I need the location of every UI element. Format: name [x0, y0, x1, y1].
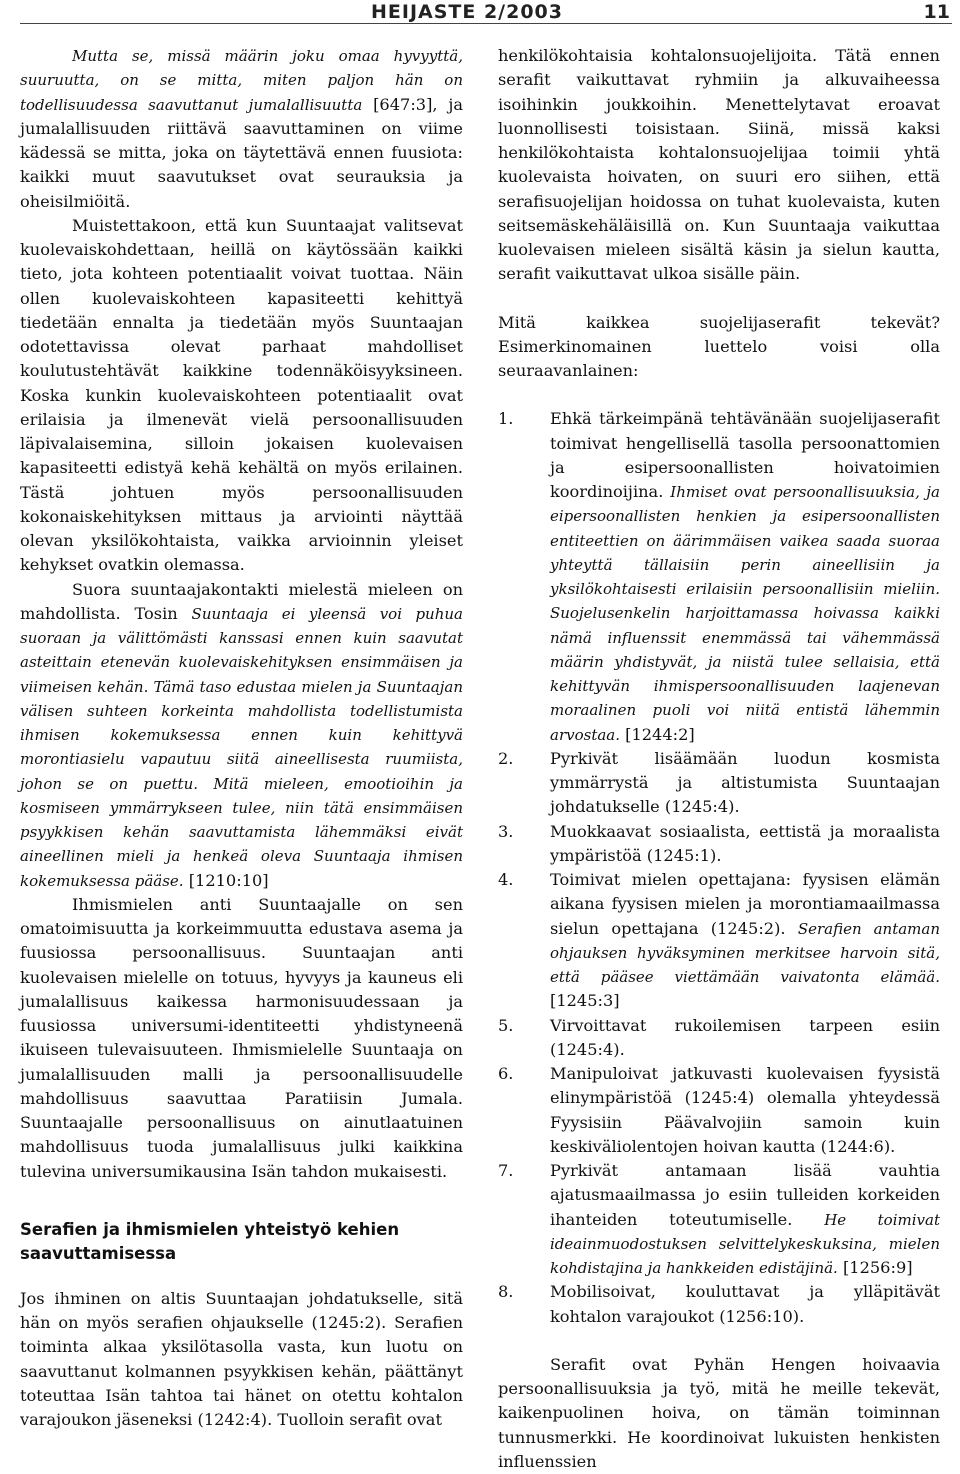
- list-number: 8.: [498, 1282, 514, 1302]
- list-number: 2.: [498, 748, 514, 768]
- citation: [1244:2]: [620, 724, 695, 744]
- list-number: 5.: [498, 1015, 514, 1035]
- list-item: [498, 1014, 940, 1063]
- citation: [1256:9]: [837, 1258, 913, 1277]
- quote-italic: Ihmiset ovat persoonallisuuksia, ja eipersoonallisten henkien ja esipersoonallisten entiteettien on äärimmäisen vaikea saada suoraa yhteyttä tällaisiin perin aineellisiin ja yksilökohtaisesti erilaisiin persoonallisiin mieliin. Suojelusenkelin harjoittamassa hoivassa kaikki nämä influenssit enemmässä tai vähemmässä määrin yhdistyvät, ja niistä tulee sellaisia, että kehittyvän ihmispersoonallisuuden laajenevan moraalinen puoli voi niitä entistä lähemmin arvostaa.: [550, 483, 940, 744]
- list-item: [498, 747, 940, 820]
- list-text: Ehkä tärkeimpänä tehtävänään suojelijaserafit toimivat hengellisellä tasolla persoonattomien ja esipersoonallisten hoivatoimien koordinoijina.: [550, 409, 940, 501]
- page-number: 11: [923, 1, 950, 23]
- numbered-list: [498, 407, 940, 1329]
- list-number: 7.: [498, 1161, 514, 1180]
- list-text: Mobilisoivat, kouluttavat ja ylläpitävät kohtalon varajoukot (1256:10).: [550, 1282, 940, 1326]
- section-heading: Serafien ja ihmismielen yhteistyö kehien saavuttamisessa: [20, 1219, 400, 1263]
- paragraph-continued: henkilökohtaisia kohtalonsuojelijoita. Tätä ennen serafit vaikuttavat ryhmiin ja alkuvaiheessa isoihinkin joukkoihin. Menettelytavat eroavat luonnollisesti toisistaan. Siinä, missä kaksi henkilökohtaista kohtalonsuojelijaa toimii yhtä kuolevaista hoivaten, on suuri ero siihen, että serafisuojelijan hoidossa on tuhat kuolevaista, kuten seitsemäskehäläisillä on. Kun Suuntaaja vaikuttaa kuolevaisen mieleen sisältä käsin ja sielun kautta, serafit vaikuttavat ulkoa sisälle päin.: [498, 46, 940, 284]
- list-number: 1.: [498, 409, 514, 429]
- quote-italic: Suuntaaja ei yleensä voi puhua suoraan ja välittömästi kanssasi ennen kuin saavutat asteittain etenevän kuolevaiskehityksen ensimmäisen ja viimeisen kehän. Tämä taso edustaa mielen ja Suuntaajan välisen suhteen korkeinta mahdollista todellistumista ihmisen kokemuksessa ennen kuin kehittyvä morontiasielu vapautuu siitä aineellisesta ruumiista, johon se on puettu. Mitä mieleen, emootioihin ja kosmiseen ymmärrykseen tulee, niin tätä ensimmäisen psyykkisen kehän saavuttamista lähemmäksi eivät aineellinen mieli ja henkeä oleva Suuntaaja ihmisen kokemuksessa pääse.: [20, 604, 463, 890]
- left-column: [20, 44, 463, 1432]
- right-column: [498, 44, 940, 1474]
- list-item: [498, 1159, 940, 1280]
- header-rule: [20, 23, 952, 24]
- paragraph-4: Ihmismielen anti Suuntaajalle on sen omatoimisuutta ja korkeimmuutta edustava asema ja fuusiossa persoonallisuus. Suuntaajan anti kuolevaisen mielelle on totuus, hyvyys ja kauneus eli jumalallisuus kaikessa harmonisuudessaan ja fuusiossa universumi-identiteetti yhdistyneenä ikuiseen tulevaisuuteen. Ihmismielelle Suuntaaja on jumalallisuuden malli ja persoonallisuudelle mahdollisuus saavuttaa Paratiisin Jumala. Suuntaajalle persoonallisuus on ainutlaatuinen mahdollisuus tuoda jumalallisuus julki kaikkina tulevina universumikausina Isän tahdon mukaisesti.: [20, 894, 463, 1181]
- list-text: Muokkaavat sosiaalista, eettistä ja moraalista ympäristöä (1245:1).: [550, 821, 940, 865]
- page-header: [0, 0, 960, 26]
- list-text: Virvoittavat rukoilemisen tarpeen esiin (1245:4).: [550, 1015, 940, 1059]
- paragraph-question: Mitä kaikkea suojelijaserafit tekevät? Esimerkinomainen luettelo voisi olla seuraavanlainen:: [498, 312, 940, 380]
- list-item: [498, 407, 940, 747]
- quote-italic: Serafien antaman ohjauksen hyväksyminen merkitsee harvoin sitä, että pääsee viettämään vaivatonta elämää.: [550, 919, 940, 986]
- paragraph-2: Muistettakoon, että kun Suuntaajat valitsevat kuolevaiskohdettaan, heillä on käytössään kaikki tieto, jota kohteen potentiaalit voivat tuottaa. Näin ollen kuolevaiskohteen kapasiteetti kehittyä tiedetään ennalta ja tiedetään myös Suuntaajan odotettavissa olevat parhaat mahdolliset koulutustehtävät kaikkine todennäköisyyksineen. Koska kunkin kuolevaiskohteen potentiaalit ovat erilaisia ja ilmenevät vielä persoonallisuuden läpivalaisemina, silloin jokaisen kuolevaisen kapasiteetti edistyä kehä kehältä on myös erilainen. Tästä johtuen myös persoonallisuuden kokonaiskehityksen mittaus ja arviointi näyttää olevan yksilökohtaista, vaikka arvioinnin yleiset kehykset ovatkin olemassa.: [20, 215, 463, 575]
- citation: [1210:10]: [183, 870, 269, 890]
- list-item: [498, 868, 940, 1014]
- list-text: Manipuloivat jatkuvasti kuolevaisen fyysistä elinympäristöä (1245:4) olemalla yhteydessä Fyysisiin Päävalvojiin samoin kuin keskiväliolentojen hoivan kautta (1244:6).: [550, 1064, 940, 1156]
- journal-title: HEIJASTE 2/2003: [371, 1, 564, 23]
- paragraph-text: [647:3], ja jumalallisuuden riittävä saavuttaminen on viime kädessä se mitta, joka on täytettävä ennen fuusiota: kaikki muut saavutukset ovat seurauksia ja oheisilmiöitä.: [20, 94, 464, 211]
- list-text: Pyrkivät lisäämään luodun kosmista ymmärrystä ja altistumista Suuntaajan johdatukselle (1245:4).: [550, 748, 940, 817]
- paragraph-closing: Serafit ovat Pyhän Hengen hoivaavia persoonallisuuksia ja työ, mitä he meille tekevät, kaikenpuolinen hoiva, on tämän toiminnan tunnusmerkki. He koordinoivat lukuisten henkisten influenssien: [498, 1354, 940, 1471]
- quote-italic: He toimivat ideainmuodostuksen selvittelykeskuksina, mielen kohdistajina ja hankkeiden edistäjinä.: [550, 1210, 940, 1277]
- paragraph-text: Suora suuntaajakontakti mielestä mieleen on mahdollista. Tosin: [20, 579, 463, 623]
- list-item: [498, 820, 940, 869]
- list-item: [498, 1280, 940, 1329]
- paragraph-1: [20, 44, 463, 214]
- paragraph-3: [20, 578, 463, 893]
- list-item: [498, 1062, 940, 1159]
- list-number: 6.: [498, 1064, 514, 1083]
- list-text: Pyrkivät antamaan lisää vauhtia ajatusmaailmassa jo esiin tulleiden korkeiden ihanteiden toteutumiselle.: [550, 1161, 940, 1229]
- citation: [1245:3]: [550, 991, 620, 1011]
- quote-italic: Mutta se, missä määrin joku omaa hyvyyttä, suuruutta, on se mitta, miten paljon hän on todellisuudessa saavuttanut jumalallisuutta: [20, 47, 463, 114]
- paragraph-5: Jos ihminen on altis Suuntaajan johdatukselle, sitä hän on myös serafien ohjaukselle (1245:2). Serafien toiminta alkaa yksilötasolla vasta, kun luotu on saavuttanut kolmannen psyykkisen kehän, päättänyt toteuttaa Isän tahtoa tai hänet on otettu kohtalon varajoukon jäseneksi (1242:4). Tuolloin serafit ovat: [20, 1288, 463, 1429]
- list-number: 3.: [498, 821, 514, 841]
- list-text: Toimivat mielen opettajana: fyysisen elämän aikana fyysisen mielen ja morontiamaailmassa sielun opettajana (1245:2).: [550, 870, 940, 938]
- list-number: 4.: [498, 870, 514, 889]
